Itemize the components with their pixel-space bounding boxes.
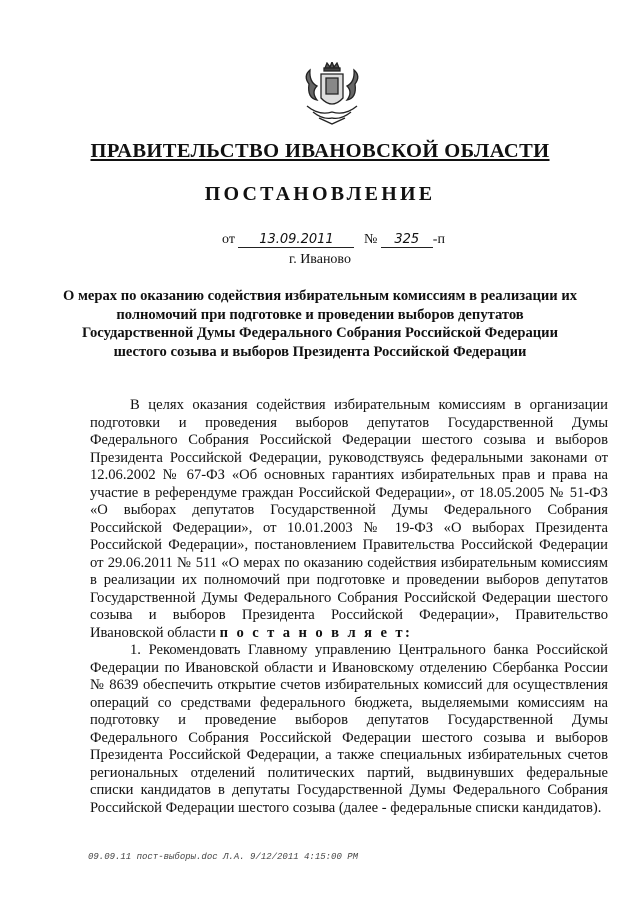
document-type-heading: ПОСТАНОВЛЕНИЕ [204,183,436,205]
resolution-title: О мерах по оказанию содействия избирательным комиссиям в реализации их полномочий при подготовке и проведении выборов депутатов Государственной Думы Федерального Собрания Российской Федерации шестого созыва и выборов Президента Российской Федерации [62,288,578,360]
ivanovo-coat-of-arms-icon [299,62,365,126]
document-number-line [222,232,445,248]
resolves-keyword: п о с т а н о в л я е т: [219,624,413,641]
item-1-paragraph: 1. Рекомендовать Главному управлению Центрального банка Российской Федерации по Ивановской области и Ивановскому отделению Сбербанка России № 8639 обеспечить открытие счетов избирательных комиссий для осуществления операций со средствами федерального бюджета, выделяемыми комиссиям на подготовку и проведение выборов депутатов Государственной Думы Федерального Собрания Российской Федерации шестого созыва и выборов Президента Российской Федерации, а также специальных избирательных счетов региональных отделений политических партий, выдвинувших федеральные списки кандидатов в депутаты Государственной Думы Федерального Собрания Российской Федерации шестого созыва (далее - федеральные списки кандидатов). [90,642,608,816]
organization-heading: ПРАВИТЕЛЬСТВО ИВАНОВСКОЙ ОБЛАСТИ [90,140,550,162]
resolution-body [90,397,608,817]
document-number: 325 [381,232,433,248]
preamble-text: В целях оказания содействия избирательным комиссиям в организации подготовки и проведения выборов депутатов Государственной Думы Федерального Собрания Российской Федерации шестого созыва и выборов Президента Российской Федерации, руководствуясь федеральными законами от 12.06.2002 № 67-ФЗ «Об основных гарантиях избирательных прав и права на участие в референдуме граждан Российской Федерации», от 18.05.2005 № 51-ФЗ «О выборах депутатов Государственной Думы Федерального Собрания Российской Федерации», от 10.01.2003 № 19-ФЗ «О выборах Президента Российской Федерации», постановлением Правительства Российской Федерации от 29.06.2011 № 511 «О мерах по оказанию содействия избирательным комиссиям в реализации их полномочий при подготовке и проведении выборов депутатов Государственной Думы Федерального Собрания Российской Федерации шестого созыва и выборов Президента Российской Федерации», Правительство Ивановской области [90,397,608,641]
city-label: г. Иваново [289,252,351,267]
file-info-footer: 09.09.11 пост-выборы.doc Л.А. 9/12/2011 4:15:00 PM [88,852,359,862]
document-date: 13.09.2011 [238,232,354,248]
number-suffix: -п [432,232,445,247]
number-sign: № [363,232,378,247]
preamble-paragraph [90,397,608,642]
date-prefix: от [222,232,235,247]
